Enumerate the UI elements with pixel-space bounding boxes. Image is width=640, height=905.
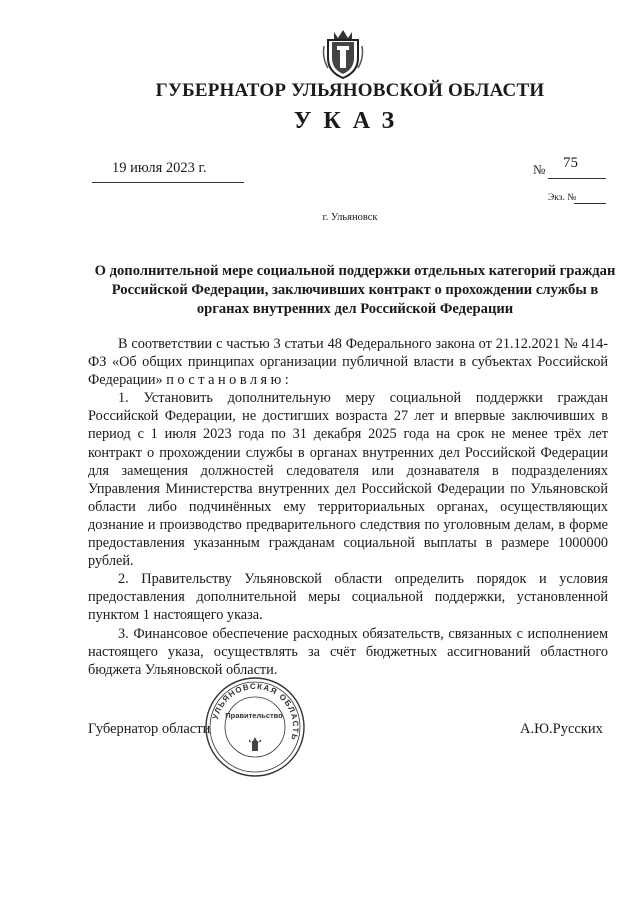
org-title: ГУБЕРНАТОР УЛЬЯНОВСКОЙ ОБЛАСТИ (155, 80, 545, 101)
paragraph-1: 1. Установить дополнительную меру социальной поддержки граждан Российской Федерации, не достигших возраста 27 лет и впервые заключивших в период с 1 июля 2023 года по 31 декабря 2025 года на срок не менее трёх лет контракт о прохождении службы в органах внутренних дел Российской Федерации для замещения должностей следователя или дознавателя в подразделениях Управления Министерства внутренних дел Российской Федерации по Ульяновской области либо подчинённых ему территориальных органах, осуществляющих дознание и производство предварительного следствия по уголовным делам, в форме предоставления указанным гражданам социальной выплаты в размере 1000000 рублей. (88, 390, 608, 570)
decree-date: 19 июля 2023 г. (112, 160, 207, 176)
city: г. Ульяновск (322, 212, 378, 223)
decree-number: 75 (563, 155, 578, 171)
paragraph-3: 3. Финансовое обеспечение расходных обязательств, связанных с исполнением настоящего указа, осуществлять за счёт бюджетных ассигнований областного бюджета Ульяновской области. (88, 625, 608, 678)
number-label: № (533, 162, 546, 177)
official-seal-icon (203, 675, 307, 779)
number-underline (548, 178, 606, 179)
signatory-position: Губернатор области (88, 721, 211, 737)
copy-number-underline (574, 203, 606, 204)
copy-number-label: Экз. № (548, 193, 577, 203)
seal-center-text: Правительство (225, 711, 283, 720)
resolve-word: постановляю: (166, 372, 293, 389)
preamble-text: В соответствии с частью 3 статьи 48 Федерального закона от 21.12.2021 № 414-ФЗ «Об общих принципах организации публичной власти в субъектах Российской Федерации» (88, 336, 608, 389)
preamble (88, 335, 608, 389)
decree-body (88, 335, 608, 679)
document-title: О дополнительной мере социальной поддержки отдельных категорий граждан Российской Федерации, заключивших контракт о прохождении службы в органах внутренних дел Российской Федерации (94, 263, 616, 317)
paragraph-2: 2. Правительству Ульяновской области определить порядок и условия предоставления дополнительной меры социальной поддержки, установленной пунктом 1 настоящего указа. (88, 571, 608, 624)
seal-ring-text: УЛЬЯНОВСКАЯ ОБЛАСТЬ (210, 681, 301, 743)
signatory-name: А.Ю.Русских (520, 721, 603, 737)
date-underline (92, 182, 244, 183)
coat-of-arms-icon (322, 28, 364, 80)
decree-heading: УКАЗ (293, 108, 407, 134)
